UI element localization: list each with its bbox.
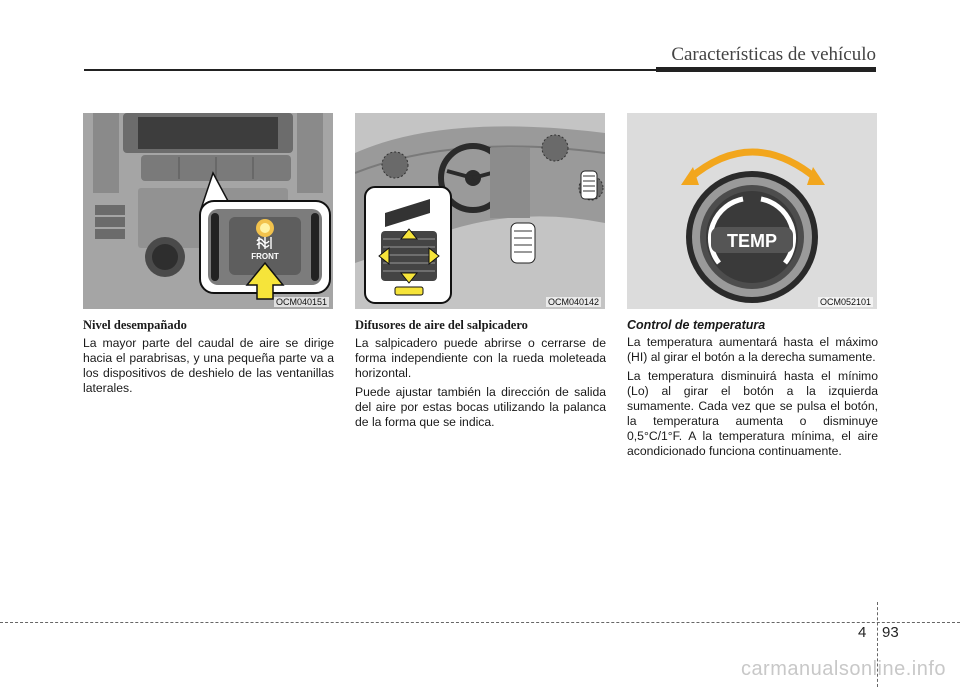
section-defrost-level: [83, 318, 334, 400]
front-button-label: FRONT: [251, 252, 279, 261]
page-number: 93: [882, 624, 899, 641]
figure-code: OCM040142: [547, 297, 599, 307]
temp-knob-label: TEMP: [726, 231, 778, 251]
footer-rule: [0, 622, 960, 623]
dashboard-vents-illustration: [355, 113, 605, 309]
header-title: Características de vehículo: [671, 44, 876, 65]
figure-defrost-console: [83, 113, 333, 309]
section-title: Control de temperatura: [627, 318, 766, 332]
chapter-number: 4: [858, 624, 867, 641]
figure-code: OCM040151: [275, 297, 327, 307]
section-temperature-control: [627, 318, 878, 463]
section-paragraph: La temperatura aumentará hasta el máximo (HI) al girar el botón a la derecha sumamente.: [627, 335, 878, 364]
figure-temp-knob: [627, 113, 877, 309]
figure-dashboard-vents: [355, 113, 605, 309]
section-title: Difusores de aire del salpicadero: [355, 318, 528, 332]
figure-code: OCM052101: [819, 297, 871, 307]
section-paragraph: La mayor parte del caudal de aire se dirige hacia el parabrisas, y una pequeña parte va a los dispositivos de deshielo de las ventanillas laterales.: [83, 336, 334, 395]
section-dashboard-vents: [355, 318, 606, 434]
watermark: carmanualsonline.info: [740, 658, 946, 680]
section-paragraph: La temperatura disminuirá hasta el mínimo (Lo) al girar el botón a la izquierda sumamente. Cada vez que se pulsa el botón, la temperatura aumenta o disminuye 0,5°C/1°F. A la temperatura mínima, el aire acondicionado funciona continuamente.: [627, 369, 878, 458]
temp-knob-illustration: [627, 113, 877, 309]
defrost-console-illustration: [83, 113, 333, 309]
section-title: Nivel desempañado: [83, 318, 187, 332]
section-paragraph: Puede ajustar también la dirección de salida del aire por estas bocas utilizando la palanca de la forma que se indica.: [355, 385, 606, 429]
section-paragraph: La salpicadero puede abrirse o cerrarse de forma independiente con la rueda moleteada horizontal.: [355, 336, 606, 380]
header-rule-accent: [656, 67, 876, 72]
